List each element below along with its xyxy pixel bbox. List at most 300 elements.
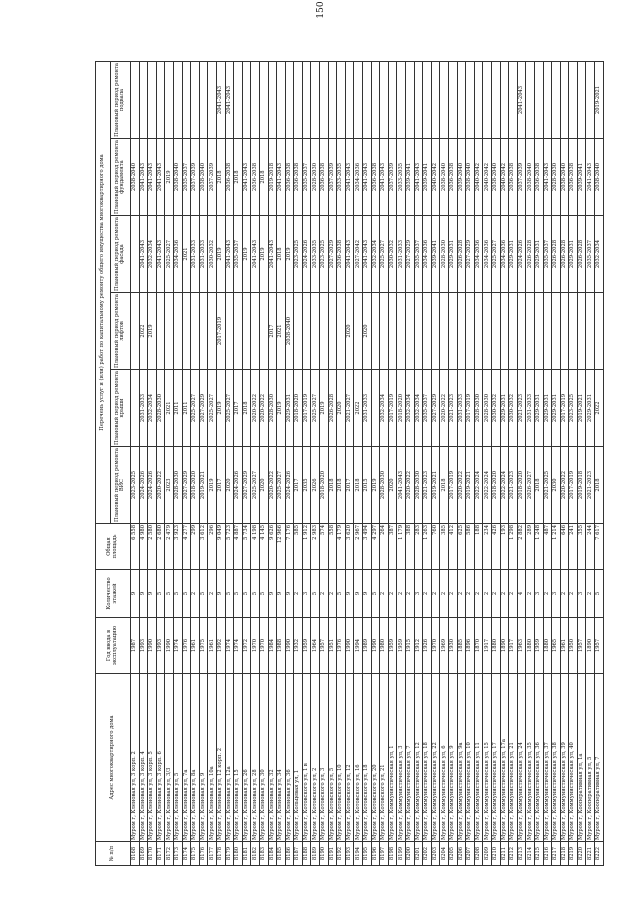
table-cell: 2020 — [388, 447, 397, 524]
table-cell: 1896 — [466, 618, 475, 674]
table-cell: 2018-2020 — [517, 447, 526, 524]
table-cell: 2029-2031 — [500, 370, 509, 447]
table-cell: Муром г, Кооперативная ул, 1а — [577, 674, 586, 842]
table-cell: Муром г, Кооперативная ул, 5 — [586, 674, 595, 842]
table-cell: Муром г, Коммунистическая ул, 36 — [534, 674, 543, 842]
table-cell: Муром г, Котовского ул, 18 — [363, 674, 372, 842]
table-cell — [500, 61, 509, 138]
table-cell: 2028-2030 — [173, 447, 182, 524]
table-cell: 234 — [483, 524, 492, 570]
table-cell — [294, 61, 303, 138]
table-cell: 2017 — [345, 447, 354, 524]
table-cell: 2019 — [208, 447, 217, 524]
table-cell: 2040-2042 — [474, 139, 483, 216]
table-row — [131, 61, 140, 865]
table-row — [543, 61, 552, 865]
table-cell — [474, 293, 483, 370]
table-cell: 2024-2026 — [234, 447, 243, 524]
table-cell — [552, 293, 561, 370]
table-row — [380, 61, 389, 865]
table-row — [216, 61, 225, 865]
table-row — [371, 61, 380, 865]
table-cell: 188 — [474, 524, 483, 570]
table-row — [500, 61, 509, 865]
table-cell: 2023-2025 — [294, 216, 303, 293]
table-cell: 2021-2023 — [517, 370, 526, 447]
table-cell: 2038-2040 — [595, 139, 604, 216]
table-cell — [448, 61, 457, 138]
table-cell: 2021 — [182, 216, 191, 293]
table-row — [285, 61, 294, 865]
table-cell: 2041-2043 — [543, 139, 552, 216]
table-cell: 355 — [577, 524, 586, 570]
table-cell: 2 — [500, 570, 509, 618]
table-cell — [131, 370, 140, 447]
table-cell: 1980 — [380, 618, 389, 674]
table-cell: 2018 — [534, 447, 543, 524]
table-cell: 1963 — [517, 618, 526, 674]
table-cell: 1 298 — [509, 524, 518, 570]
table-cell — [509, 61, 518, 138]
table-cell: 2025-2027 — [277, 447, 286, 524]
table-cell: 646 — [560, 524, 569, 570]
table-cell: 2026-2028 — [526, 216, 535, 293]
table-row — [569, 61, 578, 865]
table-cell: 2028-2030 — [380, 447, 389, 524]
table-cell — [328, 293, 337, 370]
table-cell — [320, 61, 329, 138]
table-cell: 8196 — [371, 842, 380, 866]
table-cell: 2026-2028 — [577, 216, 586, 293]
table-cell — [431, 61, 440, 138]
table-cell: Муром г, Кленовая ул, 15 — [234, 674, 243, 842]
table-cell: 2017 — [216, 447, 225, 524]
table-cell: 2035-2037 — [423, 370, 432, 447]
table-cell — [526, 293, 535, 370]
table-cell — [543, 293, 552, 370]
table-row — [534, 61, 543, 865]
table-cell: 9 626 — [268, 524, 277, 570]
table-cell: 2019-2018 — [577, 447, 586, 524]
table-cell: 4 — [517, 570, 526, 618]
table-cell: 2041-2043 — [156, 139, 165, 216]
table-cell: 2018 — [337, 447, 346, 524]
table-cell: 2020-2022 — [268, 447, 277, 524]
table-cell: 2028-2030 — [268, 370, 277, 447]
table-cell — [242, 61, 251, 138]
table-cell: 8170 — [148, 842, 157, 866]
table-cell — [337, 61, 346, 138]
table-cell: 2 — [491, 570, 500, 618]
table-row — [595, 61, 604, 865]
table-cell: 8186 — [285, 842, 294, 866]
table-cell — [173, 61, 182, 138]
table-cell: 586 — [466, 524, 475, 570]
table-cell: 4 297 — [371, 524, 380, 570]
table-cell: Муром г, Кленовая ул, 8а — [191, 674, 200, 842]
header-col-5: Плановый период ремонта фундамента — [110, 139, 130, 216]
table-cell: 2020-2022 — [156, 447, 165, 524]
table-cell: 2029-2031 — [285, 370, 294, 447]
table-cell — [483, 61, 492, 138]
table-cell: 1917 — [509, 618, 518, 674]
table-cell: 2019 — [216, 370, 225, 447]
table-cell: 1965 — [552, 618, 561, 674]
table-cell — [311, 293, 320, 370]
table-cell — [208, 293, 217, 370]
table-row — [311, 61, 320, 865]
table-cell: 2018 — [242, 370, 251, 447]
table-cell: 2036-2038 — [251, 139, 260, 216]
table-cell: 2027-2042 — [354, 216, 363, 293]
table-cell: 5 — [225, 570, 234, 618]
table-cell: 2041-2043 — [139, 139, 148, 216]
table-row — [577, 61, 586, 865]
table-cell: 1932 — [294, 618, 303, 674]
table-cell: 2031-2033 — [526, 370, 535, 447]
table-cell: 2022 — [354, 370, 363, 447]
table-cell: 8202 — [423, 842, 432, 866]
table-cell: 3 — [302, 570, 311, 618]
table-cell: 2020 — [337, 370, 346, 447]
table-row — [165, 61, 174, 865]
table-cell: 1917 — [483, 618, 492, 674]
table-cell: 2018 — [277, 216, 286, 293]
table-cell: 2034-2036 — [500, 216, 509, 293]
table-cell: 2019 — [277, 370, 286, 447]
table-cell: 2038-2040 — [199, 139, 208, 216]
table-cell: 2 — [320, 570, 329, 618]
table-cell: Муром г, Коммунистическая ул, 24 — [517, 674, 526, 842]
table-body — [131, 61, 604, 865]
table-row — [448, 61, 457, 865]
table-cell: 2 983 — [311, 524, 320, 570]
table-cell — [328, 61, 337, 138]
table-cell: 426 — [491, 524, 500, 570]
table-cell: 2019-2021 — [595, 61, 604, 138]
table-cell: 1990 — [285, 618, 294, 674]
table-cell: 2017-2019 — [388, 370, 397, 447]
table-row — [431, 61, 440, 865]
table-cell: 2022-2024 — [500, 447, 509, 524]
table-cell: 574 — [320, 524, 329, 570]
table-cell: 2034-2036 — [483, 216, 492, 293]
table-cell: 2021 — [277, 293, 286, 370]
table-cell: 3 — [414, 570, 423, 618]
table-cell — [165, 61, 174, 138]
table-cell — [131, 293, 140, 370]
table-cell — [251, 61, 260, 138]
table-cell: 3 923 — [173, 524, 182, 570]
table-cell: Муром г, Коммунистическая ул, 40 — [569, 674, 578, 842]
header-col-4: Плановый период ремонта фасада — [110, 216, 130, 293]
table-cell: Муром г, Котовского ул, 10 — [337, 674, 346, 842]
table-cell: 2 — [191, 570, 200, 618]
table-cell: 2028-2030 — [483, 370, 492, 447]
table-row — [491, 61, 500, 865]
table-cell: 2041-2043 — [148, 139, 157, 216]
table-cell: Муром г, Котовского ул, 5 — [328, 674, 337, 842]
table-cell: 2038-2040 — [173, 139, 182, 216]
table-cell: 1 248 — [534, 524, 543, 570]
table-cell: Муром г, Коммунистическая ул, 39 — [560, 674, 569, 842]
table-cell: 1974 — [225, 618, 234, 674]
table-cell: 3 — [552, 570, 561, 618]
table-cell: 8201 — [414, 842, 423, 866]
table-cell: Муром г, Кленовая ул, 26 — [242, 674, 251, 842]
table-cell: 1990 — [148, 618, 157, 674]
table-cell — [156, 61, 165, 138]
table-row — [182, 61, 191, 865]
table-cell: 2020-2022 — [251, 370, 260, 447]
table-cell: 2 — [294, 570, 303, 618]
table-cell: 412 — [448, 524, 457, 570]
table-cell — [517, 293, 526, 370]
table-cell — [234, 61, 243, 138]
table-cell: 1993 — [156, 618, 165, 674]
table-row — [414, 61, 423, 865]
table-cell — [406, 293, 415, 370]
table-cell: 2038-2040 — [131, 139, 140, 216]
table-cell: 2020-2022 — [406, 447, 415, 524]
table-cell — [337, 293, 346, 370]
table-cell: 585 — [294, 524, 303, 570]
table-row — [148, 61, 157, 865]
table-cell: 2017 — [268, 293, 277, 370]
table-cell: 2015 — [363, 447, 372, 524]
table-cell: 2025-2027 — [311, 370, 320, 447]
table-cell: 2041-2043 — [277, 139, 286, 216]
table-cell: 2025-2027 — [165, 216, 174, 293]
table-cell — [431, 293, 440, 370]
table-cell: 5 — [371, 570, 380, 618]
table-cell — [457, 61, 466, 138]
table-cell: 2019 — [371, 447, 380, 524]
table-cell: 2041-2043 — [363, 216, 372, 293]
table-cell: 7 176 — [285, 524, 294, 570]
table-cell: 2030-2032 — [509, 370, 518, 447]
table-cell: 2 — [474, 570, 483, 618]
table-cell: 2024-2026 — [148, 447, 157, 524]
table-cell: 2023-2025 — [320, 216, 329, 293]
table-cell: 2 — [483, 570, 492, 618]
table-cell — [414, 61, 423, 138]
table-cell: Муром г, Кленовая ул, 12 корп. 2 — [216, 674, 225, 842]
table-cell — [320, 293, 329, 370]
table-cell: 2 — [466, 570, 475, 618]
table-cell: Муром г, Кленовая ул, 10а — [208, 674, 217, 842]
table-cell: Муром г, Кленовая ул, 28 — [251, 674, 260, 842]
table-cell — [363, 61, 372, 138]
table-cell: 1993 — [139, 618, 148, 674]
table-cell: 1990 — [371, 618, 380, 674]
table-cell: 2040-2042 — [500, 139, 509, 216]
table-cell: Муром г, Кленовая ул, 36 — [285, 674, 294, 842]
table-cell: 1994 — [354, 618, 363, 674]
table-cell: 2020 — [345, 293, 354, 370]
table-cell: 1957 — [577, 618, 586, 674]
table-cell: 2019-2021 — [577, 370, 586, 447]
table-cell: 8213 — [517, 842, 526, 866]
table-cell: 2041-2043 — [345, 139, 354, 216]
table-cell — [380, 293, 389, 370]
table-cell: 7 617 — [595, 524, 604, 570]
table-cell: 8188 — [302, 842, 311, 866]
table-cell — [259, 61, 268, 138]
table-cell: 2041-2043 — [156, 216, 165, 293]
table-cell: 2019-2021 — [466, 447, 475, 524]
table-cell: 2036-2038 — [294, 139, 303, 216]
table-cell: 8182 — [251, 842, 260, 866]
table-cell: 8179 — [225, 842, 234, 866]
table-cell: 2035-2037 — [302, 139, 311, 216]
table-cell: Муром г, Котовского ул, 3 — [320, 674, 329, 842]
table-cell: 2030-2032 — [388, 216, 397, 293]
table-cell — [354, 61, 363, 138]
table-cell: 1969 — [440, 618, 449, 674]
table-cell: 1 263 — [423, 524, 432, 570]
table-cell: 1926 — [423, 618, 432, 674]
table-row — [474, 61, 483, 865]
table-cell: 2026-2028 — [560, 216, 569, 293]
table-cell: 2021-2023 — [423, 447, 432, 524]
table-cell: 2 — [509, 570, 518, 618]
table-cell: Муром г, Кленовая ул, 30 — [259, 674, 268, 842]
table-cell — [156, 293, 165, 370]
table-cell: 2032-2034 — [595, 216, 604, 293]
table-cell — [371, 293, 380, 370]
table-row — [277, 61, 286, 865]
table-cell: 193 — [500, 524, 509, 570]
table-cell — [569, 293, 578, 370]
table-cell: Муром г, Кленовая ул, 34 — [277, 674, 286, 842]
table-cell: Муром г, Коммунистическая ул, 15 — [483, 674, 492, 842]
table-cell: 8194 — [354, 842, 363, 866]
table-row — [397, 61, 406, 865]
table-row — [268, 61, 277, 865]
table-cell: 2040-2042 — [483, 139, 492, 216]
table-cell: 9 — [354, 570, 363, 618]
table-cell: 8217 — [552, 842, 561, 866]
table-cell: 2030-2032 — [491, 370, 500, 447]
table-cell: 8189 — [311, 842, 320, 866]
table-row — [552, 61, 561, 865]
table-cell: 8219 — [569, 842, 578, 866]
table-cell: 2037-2039 — [191, 139, 200, 216]
header-area: Общая площадь — [96, 524, 131, 570]
table-cell: 385 — [440, 524, 449, 570]
table-cell: 8205 — [448, 842, 457, 866]
table-cell — [199, 293, 208, 370]
table-row — [337, 61, 346, 865]
table-cell: 2019-2021 — [199, 447, 208, 524]
table-cell: 2031-2033 — [397, 216, 406, 293]
table-cell: 2035-2037 — [234, 216, 243, 293]
table-cell: 2039-2041 — [431, 216, 440, 293]
table-cell: 2029-2031 — [543, 370, 552, 447]
table-row — [406, 61, 415, 865]
table-cell: 2023 — [165, 447, 174, 524]
table-cell: 1990 — [165, 618, 174, 674]
table-cell: 1992 — [216, 618, 225, 674]
table-cell: Муром г, Коммунистическая ул, 11 — [474, 674, 483, 842]
table-row — [423, 61, 432, 865]
table-cell: 8200 — [406, 842, 415, 866]
table-cell: 2022 — [139, 293, 148, 370]
table-cell: 2017-2019 — [466, 370, 475, 447]
table-cell — [474, 61, 483, 138]
table-cell: 2032-2034 — [380, 370, 389, 447]
table-cell — [423, 293, 432, 370]
table-cell — [509, 293, 518, 370]
table-cell: 2017 — [294, 447, 303, 524]
table-cell — [569, 61, 578, 138]
table-cell — [234, 293, 243, 370]
table-cell: 1915 — [406, 618, 415, 674]
table-cell — [500, 293, 509, 370]
table-cell: 1885 — [457, 618, 466, 674]
table-cell: 9 — [216, 570, 225, 618]
table-cell: 2 — [543, 570, 552, 618]
table-cell — [491, 293, 500, 370]
table-cell: 8208 — [474, 842, 483, 866]
table-cell: 2 — [397, 570, 406, 618]
table-cell: 1880 — [491, 618, 500, 674]
table-cell: 2038-2040 — [526, 139, 535, 216]
table-cell: Муром г, Кленовая ул, 3 корп. 5 — [148, 674, 157, 842]
table-cell — [397, 293, 406, 370]
table-cell: 2036-2038 — [285, 139, 294, 216]
table-row — [191, 61, 200, 865]
table-cell — [457, 293, 466, 370]
table-cell: 2041-2043 — [139, 216, 148, 293]
table-row — [156, 61, 165, 865]
table-cell: 5 — [251, 570, 260, 618]
table-row — [345, 61, 354, 865]
table-cell — [440, 61, 449, 138]
table-cell: 2018 — [354, 447, 363, 524]
table-cell: 8214 — [526, 842, 535, 866]
table-cell: Муром г, Кленовая ул, 32 — [268, 674, 277, 842]
table-cell: 2011 — [173, 370, 182, 447]
table-cell — [586, 61, 595, 138]
table-cell: 2039-2041 — [423, 139, 432, 216]
table-cell — [483, 293, 492, 370]
table-cell: 2029-2031 — [448, 216, 457, 293]
table-cell: 1970 — [251, 618, 260, 674]
table-cell: Муром г, Коммунистическая ул, 35 — [526, 674, 535, 842]
table-cell: 2039-2041 — [577, 139, 586, 216]
table-cell: 2022-2024 — [483, 447, 492, 524]
table-cell: 2 580 — [148, 524, 157, 570]
table-cell: 2 — [380, 570, 389, 618]
table-cell: 5 — [259, 570, 268, 618]
table-cell: 2025-2027 — [208, 370, 217, 447]
table-cell: 8185 — [277, 842, 286, 866]
table-cell: 2023-2025 — [131, 447, 140, 524]
table-cell: 1959 — [397, 618, 406, 674]
table-cell: 2035-2037 — [586, 216, 595, 293]
table-cell: 2021-2023 — [586, 447, 595, 524]
table-cell — [191, 61, 200, 138]
table-cell: 2017-2019 — [569, 447, 578, 524]
table-cell: Муром г, Коммунистическая ул, 38 — [552, 674, 561, 842]
table-cell — [208, 61, 217, 138]
table-cell: 2028-2030 — [552, 139, 561, 216]
table-row — [457, 61, 466, 865]
table-cell: 2031-2033 — [199, 216, 208, 293]
table-cell: 3 — [577, 570, 586, 618]
